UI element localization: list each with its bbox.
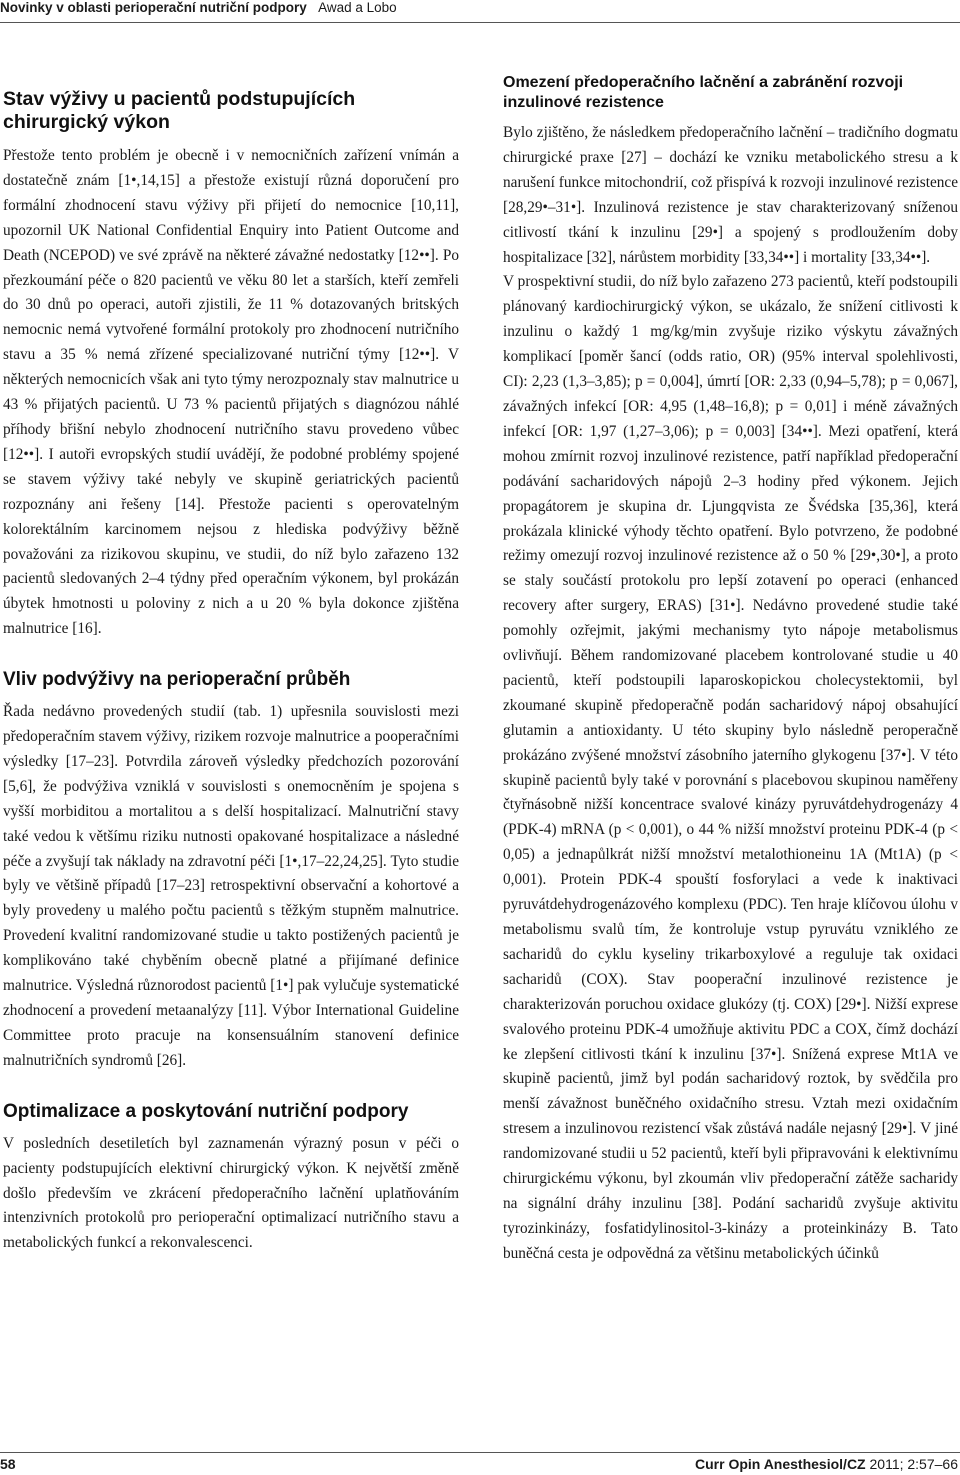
running-header-series: Novinky v oblasti perioperační nutriční podpory: [0, 0, 307, 15]
section-body-fasting-p1: Bylo zjištěno, že následkem předoperačního lačnění – tradičního dogmatu chirurgické praxe [27] – dochází ke vzniku metabolického stresu a k narušení funkce mitochondrií, což přispívá k rozvoji inzulinové rezistence [28,29•–31•]. Inzulinová rezistence je stav charakterizovaný sníženou citlivostí tkání k inzulinu [29•] a spojený s prodloužením doby hospitalizace [32], nárůstem morbidity [33,34••] i mortality [33,34••].: [503, 124, 958, 266]
running-header-sep: [311, 0, 319, 15]
section-heading-optimization: Optimalizace a poskytování nutriční podpory: [3, 1100, 409, 1122]
footer-rule: [0, 1452, 960, 1453]
section-body-nutrition-status: Přestože tento problém je obecně i v nemocničních zařízení vnímán a dostatečně znám [1•,14,15] a přestože existují různá doporučení pro formální zhodnocení stavu výživy při přijetí do nemocnice [10,11], upozornil UK National Confidential Enquiry into Patient Outcome and Death (NCEPOD) ve své zprávě na některé závažné nedostatky [12••]. Po přezkoumání péče o 820 pacientů ve věku 80 let a starších, kteří zemřeli do 30 dnů po operaci, autoři zjistili, že 11 % dotazovaných britských nemocnic nemá vytvořené formální protokoly pro zhodnocení nutričního stavu a 35 % nemá zřízené specializované nutriční týmy [12••]. V některých nemocnicích však ani tyto týmy nerozpoznaly stav malnutrice u 43 % přijatých pacientů. U 73 % pacientů přijatých s diagnózou náhlé příhody břišní nebylo zhodnocení nutričního stavu provedeno vůbec [12••]. I autoři evropských studií uvádějí, že podobné problémy spojené se stavem výživy také nebyly ve skupině geriatrických pacientů rozpoznány ani řešeny [14]. Přestože pacienti s operovatelným kolorektálním karcinomem nejsou z hlediska podvýživy běžně považováni za rizikovou skupinu, ve studii, do níž bylo zařazeno 132 pacientů sledovaných 2–4 týdny před operačním výkonem, byl prokázán úbytek hmotnosti u poloviny z nich a u 20 % byla dokonce zjištěna malnutrice [16].: [3, 147, 459, 638]
header-rule: [0, 22, 960, 23]
section-heading-nutrition-status: Stav výživy u pacientů podstupujících chirurgický výkon: [3, 88, 356, 133]
section-body-fasting-p2: V prospektivní studii, do níž bylo zařazeno 273 pacientů, kteří podstoupili plánovaný kardiochirurgický výkon, se ukázalo, že snížení citlivosti k inzulinu o každý 1 mg/kg/min zvyšuje riziko výskytu závažných komplikací [poměr šancí (odds ratio, OR) (95% interval spolehlivosti, CI): 2,23 (1,3–3,85); p = 0,004], úmrtí [OR: 2,33 (0,94–5,78); p = 0,067], závažných infekcí [OR: 4,95 (1,48–16,8); p = 0,01] i méně závažných infekcí [OR: 1,97 (1,27–3,06); p = 0,003] [34••]. Mezi opatření, která mohou zmírnit rozvoj inzulinové rezistence, patří například předoperační podávání sacharidových nápojů 2–3 hodiny před výkonem. Jejich propagátorem je skupina dr. Ljungqvista ze Švédska [35,36], která prokázala klinické výhody těchto opatření. Bylo potvrzeno, že podobné režimy omezují rozvoj inzulinové rezistence až o 50 % [29•,30•], a proto se staly součástí protokolu pro lepší zotavení po operaci (enhanced recovery after surgery, ERAS) [31•]. Nedávno provedené studie také pomohly ozřejmit, jakými mechanismy tyto nápoje metabolismus ovlivňují. Během randomizované placebem kontrolované studie u 40 pacientů, kteří podstoupili laparoskopickou cholecystektomii, byl zkoumané skupině předoperačně podán sacharidový nápoj obsahující glutamin a antioxidanty. U této skupiny bylo následně peroperačně prokázáno zvýšené množství zásobního jaterního glykogenu [37•]. V této skupině pacientů byly také v porovnání s placebovou skupinou naměřeny čtyřnásobně nižší koncentrace svalové kinázy pyruvátdehydrogenázy 4 (PDK-4) mRNA (p < 0,001), o 44 % nižší množství proteinu PDK-4 (p < 0,05) a jednapůlkrát nižší množství metalothioneinu 1A (Mt1A) (p < 0,001). Protein PDK-4 spouští fosforylaci a vede k inaktivaci pyruvátdehydrogenázového komplexu (PDC). Ten hraje klíčovou úlohu v metabolismu svalů tím, že kontroluje vstup pyruvátu vzniklého ze sacharidů do cyklu kyseliny trikarboxylové a reguluje tak oxidaci sacharidů (COX). Stav pooperační inzulinové rezistence je charakterizován poruchou oxidace glukózy (tj. COX) [29•]. Nižší exprese svalového proteinu PDK-4 umožňuje aktivitu PDC a COX, čímž dochází ke zlepšení citlivosti tkání k inzulinu [37•]. Snížená exprese Mt1A ve skupině pacientů, jimž byl podán sacharidový roztok, by svědčila pro menší závažnost buněčného oxidačního stresu. Vztah mezi oxidačním stresem a inzulinovou rezistencí však zůstává nadále nejasný [29•]. V jiné randomizované studii u 52 pacientů, kteří byli připravováni k elektivnímu chirurgickému výkonu, byl zkoumán vliv předoperační zátěže sacharidy na signální dráhy inzulinu [38]. Podání sacharidů zvyšuje aktivitu tyrozinkinázy, fosfatidylinositol-3-kinázy a proteinkinázy B. Tato buněčná cesta je odpovědná za většinu metabolických účinků: [503, 273, 958, 1262]
right-column: [503, 73, 958, 1267]
footer-journal-name: Curr Opin Anesthesiol/CZ: [695, 1456, 866, 1472]
running-header-authors: Awad a Lobo: [318, 0, 397, 15]
running-header: [0, 0, 960, 18]
section-heading-malnutrition-impact: Vliv podvýživy na perioperační průběh: [3, 669, 351, 691]
section-body-optimization: V posledních desetiletích byl zaznamenán výrazný posun v péči o pacienty podstupujících elektivní chirurgický výkon. K největší změně došlo především ve zkrácení předoperačního lačnění uplatňováním intenzivních protokolů pro perioperační optimalizací nutričního stavu a metabolických funkcí a rekonvalescenci.: [3, 1134, 459, 1252]
footer-citation: [695, 1456, 958, 1472]
section-body-malnutrition-impact: Řada nedávno provedených studií (tab. 1) upřesnila souvislosti mezi předoperačním stavem výživy, rizikem rozvoje malnutrice a pooperačními výsledky [17–23]. Potvrdila zároveň výsledky předchozích pozorování [5,6], že podvýživa vzniklá v souvislosti s onemocněním je spojena s vyšší morbiditou a mortalitou a s delší hospitalizací. Malnutriční stavy také vedou k většímu riziku nutnosti opakované hospitalizace a následné péče a zvyšují tak náklady na zdravotní péči [1•,17–22,24,25]. Tyto studie byly ve většině případů [17–23] retrospektivní observační a kohortové a byly provedeny u malého počtu pacientů s těžkým stupněm malnutrice. Provedení kvalitní randomizované studie u takto postižených pacientů je komplikováno také chyběním obecně platné a přijímané definice malnutrice. Výsledná různorodost pacientů [1•] pak vylučuje systematické zhodnocení a provedení metaanalýzy [11]. Výbor International Guideline Committee proto pracuje na konsensuálním stanovení definice malnutričních syndromů [26].: [3, 703, 459, 1069]
left-column: [3, 88, 459, 1256]
footer-volume: 2011; 2:57–66: [865, 1456, 958, 1472]
page-number: 58: [0, 1456, 16, 1472]
section-heading-fasting: Omezení předoperačního lačnění a zabránění rozvoji inzulinové rezistence: [503, 74, 904, 111]
